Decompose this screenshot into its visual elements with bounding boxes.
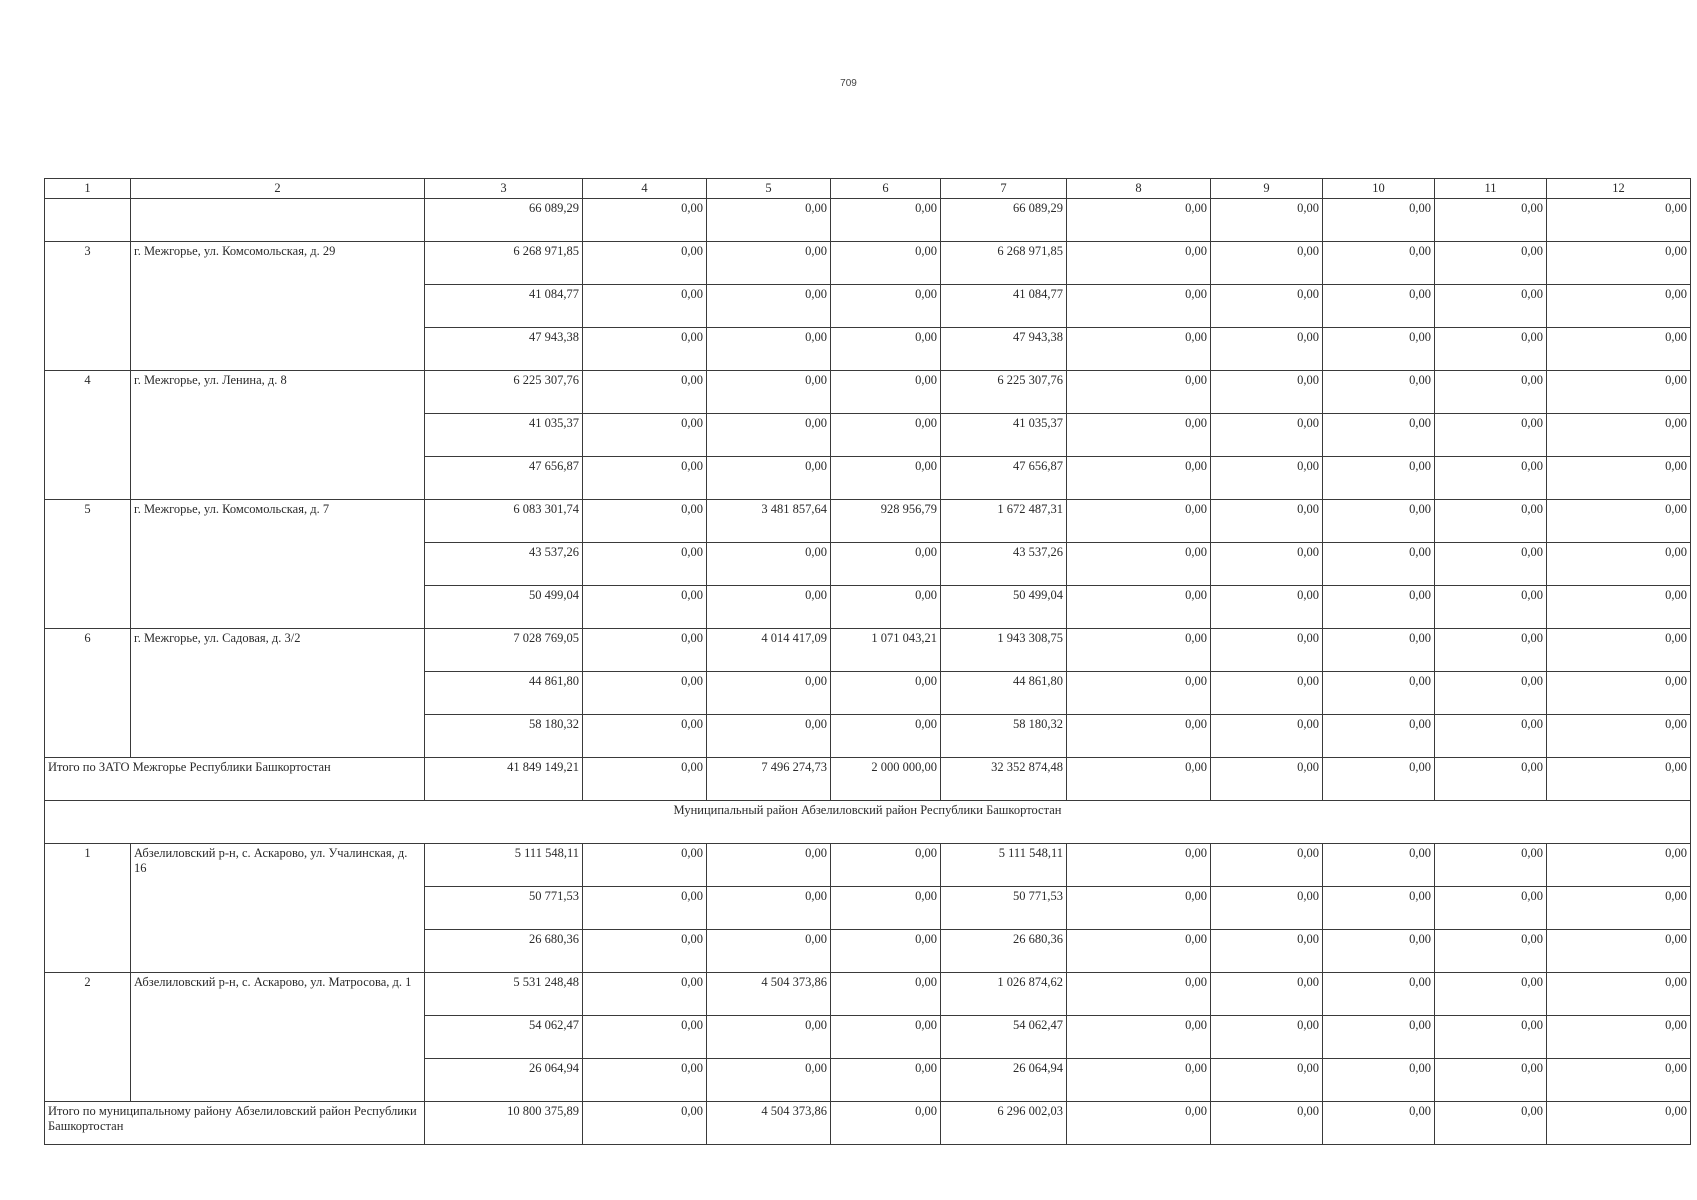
amount-cell: 0,00 [1547,500,1691,543]
total-row [45,1102,1691,1145]
address-cell: г. Межгорье, ул. Ленина, д. 8 [131,371,425,500]
amount-cell: 0,00 [583,1016,707,1059]
amount-cell: 47 943,38 [941,328,1067,371]
amount-cell: 0,00 [1435,586,1547,629]
amount-cell: 0,00 [1435,543,1547,586]
amount-cell: 0,00 [707,199,831,242]
amount-cell: 0,00 [583,973,707,1016]
amount-cell: 0,00 [707,242,831,285]
amount-cell: 0,00 [831,1059,941,1102]
amount-cell: 0,00 [831,457,941,500]
amount-cell: 41 084,77 [941,285,1067,328]
item-number [45,199,131,242]
amount-cell: 0,00 [1211,1059,1323,1102]
table-row [45,199,1691,242]
amount-cell: 0,00 [1435,414,1547,457]
amount-cell: 6 083 301,74 [425,500,583,543]
total-label: Итого по муниципальному району Абзелиловский район Республики Башкортостан [45,1102,425,1145]
amount-cell: 0,00 [1323,242,1435,285]
amount-cell: 41 084,77 [425,285,583,328]
amount-cell: 0,00 [583,1059,707,1102]
amount-cell: 0,00 [1435,371,1547,414]
column-number: 4 [583,179,707,199]
amount-cell: 0,00 [831,672,941,715]
amount-cell: 4 014 417,09 [707,629,831,672]
amount-cell: 0,00 [831,543,941,586]
amount-cell: 0,00 [1435,930,1547,973]
amount-cell: 0,00 [1067,242,1211,285]
amount-cell: 47 943,38 [425,328,583,371]
amount-cell: 0,00 [707,371,831,414]
amount-cell: 0,00 [1067,543,1211,586]
amount-cell: 0,00 [1211,629,1323,672]
amount-cell: 0,00 [707,457,831,500]
amount-cell: 0,00 [1323,371,1435,414]
amount-cell: 0,00 [583,586,707,629]
total-amount-cell: 0,00 [1323,758,1435,801]
amount-cell: 5 111 548,11 [425,844,583,887]
amount-cell: 0,00 [1435,199,1547,242]
amount-cell: 0,00 [1067,844,1211,887]
total-amount-cell: 32 352 874,48 [941,758,1067,801]
amount-cell: 0,00 [1067,930,1211,973]
amount-cell: 0,00 [1547,930,1691,973]
amount-cell: 0,00 [1435,1016,1547,1059]
amount-cell: 0,00 [831,285,941,328]
amount-cell: 0,00 [1211,199,1323,242]
amount-cell: 50 771,53 [941,887,1067,930]
amount-cell: 0,00 [831,414,941,457]
amount-cell: 66 089,29 [425,199,583,242]
total-amount-cell: 4 504 373,86 [707,1102,831,1145]
amount-cell: 54 062,47 [425,1016,583,1059]
total-amount-cell: 2 000 000,00 [831,758,941,801]
amount-cell: 0,00 [1435,844,1547,887]
amount-cell: 0,00 [1211,457,1323,500]
amount-cell: 0,00 [1067,414,1211,457]
amount-cell: 0,00 [1323,586,1435,629]
amount-cell: 0,00 [1547,457,1691,500]
amount-cell: 0,00 [1323,973,1435,1016]
amount-cell: 0,00 [1067,715,1211,758]
table-row [45,844,1691,887]
amount-cell: 0,00 [831,242,941,285]
amount-cell: 0,00 [1323,328,1435,371]
amount-cell: 0,00 [583,285,707,328]
amount-cell: 0,00 [831,715,941,758]
amount-cell: 6 268 971,85 [941,242,1067,285]
amount-cell: 0,00 [707,844,831,887]
total-amount-cell: 0,00 [831,1102,941,1145]
amount-cell: 5 111 548,11 [941,844,1067,887]
column-number: 6 [831,179,941,199]
table-row [45,242,1691,285]
amount-cell: 0,00 [1067,500,1211,543]
amount-cell: 6 225 307,76 [425,371,583,414]
item-number: 3 [45,242,131,371]
total-amount-cell: 0,00 [1211,758,1323,801]
amount-cell: 0,00 [1547,242,1691,285]
amount-cell: 0,00 [583,371,707,414]
amount-cell: 0,00 [831,973,941,1016]
amount-cell: 0,00 [1211,715,1323,758]
section-title: Муниципальный район Абзелиловский район Республики Башкортостан [45,801,1691,844]
amount-cell: 0,00 [1211,973,1323,1016]
amount-cell: 50 499,04 [941,586,1067,629]
amount-cell: 0,00 [831,199,941,242]
amount-cell: 0,00 [1211,1016,1323,1059]
total-label: Итого по ЗАТО Межгорье Республики Башкортостан [45,758,425,801]
column-number: 1 [45,179,131,199]
amount-cell: 928 956,79 [831,500,941,543]
amount-cell: 1 026 874,62 [941,973,1067,1016]
amount-cell: 66 089,29 [941,199,1067,242]
address-cell: г. Межгорье, ул. Комсомольская, д. 29 [131,242,425,371]
total-amount-cell: 7 496 274,73 [707,758,831,801]
amount-cell: 0,00 [1435,672,1547,715]
amount-cell: 0,00 [707,586,831,629]
amount-cell: 0,00 [1547,973,1691,1016]
amount-cell: 0,00 [1323,457,1435,500]
amount-cell: 0,00 [707,414,831,457]
page-number: 709 [840,78,857,89]
amount-cell: 0,00 [1211,586,1323,629]
amount-cell: 7 028 769,05 [425,629,583,672]
amount-cell: 0,00 [1547,629,1691,672]
amount-cell: 41 035,37 [425,414,583,457]
amount-cell: 41 035,37 [941,414,1067,457]
amount-cell: 0,00 [583,930,707,973]
column-number: 9 [1211,179,1323,199]
amount-cell: 0,00 [583,328,707,371]
amount-cell: 50 771,53 [425,887,583,930]
total-amount-cell: 10 800 375,89 [425,1102,583,1145]
amount-cell: 0,00 [1547,586,1691,629]
column-number: 2 [131,179,425,199]
amount-cell: 0,00 [1211,414,1323,457]
amount-cell: 0,00 [1435,285,1547,328]
amount-cell: 0,00 [1323,715,1435,758]
amount-cell: 0,00 [1067,457,1211,500]
amount-cell: 0,00 [1067,1016,1211,1059]
column-number: 8 [1067,179,1211,199]
table-row [45,629,1691,672]
table-row [45,371,1691,414]
address-cell: Абзелиловский р-н, с. Аскарово, ул. Учалинская, д. 16 [131,844,425,973]
total-amount-cell: 0,00 [1067,1102,1211,1145]
amount-cell: 0,00 [1435,973,1547,1016]
total-amount-cell: 0,00 [1435,1102,1547,1145]
amount-cell: 0,00 [583,199,707,242]
amount-cell: 0,00 [1323,887,1435,930]
total-amount-cell: 0,00 [1547,758,1691,801]
amount-cell: 44 861,80 [425,672,583,715]
amount-cell: 0,00 [1211,242,1323,285]
amount-cell: 0,00 [583,500,707,543]
amount-cell: 1 943 308,75 [941,629,1067,672]
amount-cell: 43 537,26 [425,543,583,586]
amount-cell: 0,00 [1547,672,1691,715]
amount-cell: 47 656,87 [425,457,583,500]
amount-cell: 0,00 [1067,371,1211,414]
column-number: 12 [1547,179,1691,199]
column-number: 5 [707,179,831,199]
amount-cell: 0,00 [1211,672,1323,715]
table-row [45,973,1691,1016]
amount-cell: 0,00 [831,1016,941,1059]
amount-cell: 47 656,87 [941,457,1067,500]
amount-cell: 6 268 971,85 [425,242,583,285]
address-cell: г. Межгорье, ул. Комсомольская, д. 7 [131,500,425,629]
amount-cell: 0,00 [1323,285,1435,328]
amount-cell: 0,00 [1211,371,1323,414]
item-number: 2 [45,973,131,1102]
amount-cell: 1 672 487,31 [941,500,1067,543]
amount-cell: 0,00 [707,887,831,930]
amount-cell: 26 064,94 [941,1059,1067,1102]
column-number: 3 [425,179,583,199]
amount-cell: 0,00 [1435,629,1547,672]
amount-cell: 0,00 [1211,285,1323,328]
amount-cell: 43 537,26 [941,543,1067,586]
amount-cell: 26 680,36 [941,930,1067,973]
amount-cell: 0,00 [1067,887,1211,930]
amount-cell: 3 481 857,64 [707,500,831,543]
amount-cell: 0,00 [583,414,707,457]
table-body [45,179,1691,1145]
total-amount-cell: 0,00 [1547,1102,1691,1145]
amount-cell: 0,00 [707,285,831,328]
amount-cell: 50 499,04 [425,586,583,629]
item-number: 1 [45,844,131,973]
amount-cell: 0,00 [831,930,941,973]
amount-cell: 0,00 [1211,328,1323,371]
section-row [45,801,1691,844]
amount-cell: 26 064,94 [425,1059,583,1102]
amount-cell: 0,00 [1547,543,1691,586]
amount-cell: 0,00 [707,930,831,973]
amount-cell: 0,00 [1435,457,1547,500]
amount-cell: 0,00 [831,371,941,414]
amount-cell: 0,00 [1435,887,1547,930]
total-amount-cell: 41 849 149,21 [425,758,583,801]
amount-cell: 0,00 [1435,328,1547,371]
amount-cell: 0,00 [1323,500,1435,543]
amount-cell: 0,00 [1211,930,1323,973]
amount-cell: 0,00 [1547,371,1691,414]
amount-cell: 0,00 [583,715,707,758]
amount-cell: 0,00 [1067,586,1211,629]
amount-cell: 0,00 [1067,285,1211,328]
amount-cell: 0,00 [583,887,707,930]
amount-cell: 26 680,36 [425,930,583,973]
amount-cell: 0,00 [1435,1059,1547,1102]
total-amount-cell: 0,00 [1435,758,1547,801]
amount-cell: 0,00 [583,844,707,887]
amount-cell: 0,00 [1211,543,1323,586]
amount-cell: 54 062,47 [941,1016,1067,1059]
total-amount-cell: 0,00 [1211,1102,1323,1145]
item-number: 4 [45,371,131,500]
amount-cell: 5 531 248,48 [425,973,583,1016]
amount-cell: 0,00 [1547,285,1691,328]
amount-cell: 1 071 043,21 [831,629,941,672]
amount-cell: 0,00 [831,887,941,930]
amount-cell: 0,00 [1547,844,1691,887]
address-cell: г. Межгорье, ул. Садовая, д. 3/2 [131,629,425,758]
amount-cell: 0,00 [1067,328,1211,371]
amount-cell: 0,00 [1323,414,1435,457]
amount-cell: 0,00 [1435,500,1547,543]
amount-cell: 0,00 [1435,242,1547,285]
total-row [45,758,1691,801]
amount-cell: 0,00 [583,543,707,586]
amount-cell: 0,00 [583,457,707,500]
address-cell [131,199,425,242]
amount-cell: 0,00 [1547,1016,1691,1059]
amount-cell: 0,00 [707,543,831,586]
amount-cell: 0,00 [1435,715,1547,758]
amount-cell: 0,00 [1323,930,1435,973]
amount-cell: 0,00 [1323,672,1435,715]
item-number: 5 [45,500,131,629]
amount-cell: 0,00 [1067,1059,1211,1102]
amount-cell: 0,00 [1547,328,1691,371]
amount-cell: 0,00 [1067,973,1211,1016]
amount-cell: 0,00 [707,1016,831,1059]
amount-cell: 0,00 [1547,414,1691,457]
total-amount-cell: 0,00 [1067,758,1211,801]
amount-cell: 0,00 [1067,199,1211,242]
amount-cell: 0,00 [831,844,941,887]
column-number-row [45,179,1691,199]
amount-cell: 0,00 [1323,543,1435,586]
amount-cell: 58 180,32 [941,715,1067,758]
amount-cell: 0,00 [1211,500,1323,543]
amount-cell: 0,00 [1547,715,1691,758]
amount-cell: 0,00 [831,586,941,629]
amount-cell: 0,00 [583,242,707,285]
amount-cell: 0,00 [1323,199,1435,242]
amount-cell: 0,00 [1211,844,1323,887]
amount-cell: 0,00 [1211,887,1323,930]
amount-cell: 0,00 [1323,1059,1435,1102]
amount-cell: 0,00 [583,629,707,672]
total-amount-cell: 0,00 [583,1102,707,1145]
amount-cell: 0,00 [1323,1016,1435,1059]
amount-cell: 0,00 [1067,672,1211,715]
amount-cell: 0,00 [583,672,707,715]
amount-cell: 0,00 [1547,199,1691,242]
address-cell: Абзелиловский р-н, с. Аскарово, ул. Матросова, д. 1 [131,973,425,1102]
amount-cell: 0,00 [1547,887,1691,930]
amount-cell: 0,00 [831,328,941,371]
table-row [45,500,1691,543]
amount-cell: 0,00 [1323,844,1435,887]
column-number: 7 [941,179,1067,199]
column-number: 11 [1435,179,1547,199]
amount-cell: 4 504 373,86 [707,973,831,1016]
amount-cell: 0,00 [1323,629,1435,672]
total-amount-cell: 0,00 [1323,1102,1435,1145]
data-table [44,178,1691,1145]
amount-cell: 0,00 [707,672,831,715]
total-amount-cell: 0,00 [583,758,707,801]
amount-cell: 0,00 [1067,629,1211,672]
amount-cell: 58 180,32 [425,715,583,758]
column-number: 10 [1323,179,1435,199]
total-amount-cell: 6 296 002,03 [941,1102,1067,1145]
amount-cell: 0,00 [707,1059,831,1102]
amount-cell: 0,00 [1547,1059,1691,1102]
amount-cell: 0,00 [707,328,831,371]
amount-cell: 6 225 307,76 [941,371,1067,414]
item-number: 6 [45,629,131,758]
amount-cell: 44 861,80 [941,672,1067,715]
amount-cell: 0,00 [707,715,831,758]
